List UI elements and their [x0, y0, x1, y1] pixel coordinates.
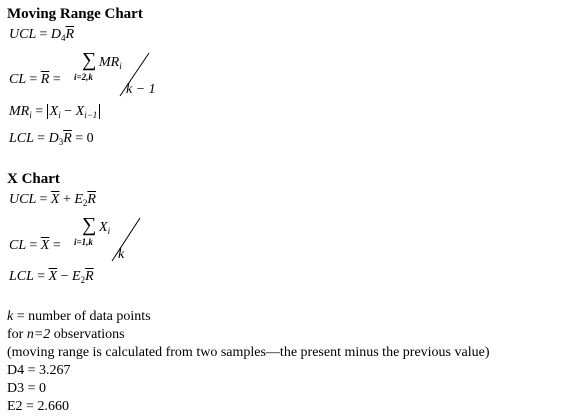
mr-cl-lhs-group	[9, 72, 61, 88]
mr-lcl-d: D	[48, 131, 59, 146]
x-cl-denominator: k	[118, 247, 125, 262]
mr-i-lhs: MR	[9, 104, 30, 119]
x-lcl-e: E	[72, 269, 81, 284]
k-variable: k	[7, 309, 14, 324]
mr-cl-term-text: MR	[99, 55, 120, 70]
x-cl-eq1: =	[29, 238, 38, 253]
mr-i-formula	[9, 104, 100, 120]
k-definition-text: = number of data points	[13, 309, 151, 324]
mr-i-x2: X	[75, 104, 85, 119]
x-cl-eq2: =	[52, 238, 61, 253]
x-ucl-r: $\overline{R}$	[87, 192, 96, 207]
mr-ucl-d: D	[50, 27, 62, 42]
mr-i-x1: X	[49, 104, 59, 119]
mr-i-lhs-sub: i	[29, 110, 32, 120]
mr-ucl-d-sub: 4	[61, 33, 66, 43]
mr-lcl-lhs: LCL	[9, 131, 34, 146]
x-cl-term-sub: i	[107, 226, 111, 236]
mr-i-absolute-value	[47, 104, 101, 119]
observations-suffix: observations	[50, 327, 125, 342]
mr-lcl-d-sub: 3	[58, 137, 64, 147]
moving-range-heading: Moving Range Chart	[7, 6, 143, 22]
d4-constant: D4 = 3.267	[7, 363, 71, 378]
observations-note	[7, 327, 125, 343]
mr-cl-eq2: =	[52, 72, 61, 87]
x-ucl-lhs: UCL	[9, 192, 36, 207]
mr-lcl-formula	[9, 131, 94, 147]
x-cl-lhs: CL	[9, 238, 26, 253]
e2-constant: E2 = 2.660	[7, 399, 69, 414]
mr-i-minus: −	[64, 104, 73, 119]
mr-cl-sum-sign: ∑	[82, 49, 97, 71]
x-lcl-eq: =	[37, 269, 46, 284]
x-ucl-eq: =	[39, 192, 48, 207]
x-lcl-x: $\overline{X}$	[48, 269, 58, 284]
mr-lcl-r: $\overline{R}$	[63, 131, 72, 146]
x-chart-heading: X Chart	[7, 171, 60, 187]
x-lcl-e-sub: 2	[80, 275, 86, 285]
x-ucl-e: E	[74, 192, 83, 207]
x-cl-lhs-group	[9, 238, 61, 254]
mr-lcl-zero: 0	[86, 131, 94, 146]
x-cl-sum-sign: ∑	[82, 214, 97, 236]
x-ucl-x: $\overline{X}$	[50, 192, 60, 207]
mr-cl-r: $\overline{R}$	[40, 72, 50, 87]
x-cl-x: $\overline{X}$	[40, 238, 50, 253]
mr-lcl-eq2: =	[75, 131, 84, 146]
mr-ucl-r: $\overline{R}$	[65, 27, 75, 42]
mr-cl-lhs: CL	[9, 72, 26, 87]
x-ucl-formula	[9, 192, 96, 208]
mr-cl-term-sub: i	[119, 61, 122, 71]
mr-cl-eq1: =	[29, 72, 38, 87]
mr-cl-denominator: k − 1	[126, 82, 156, 97]
mr-lcl-eq: =	[37, 131, 46, 146]
mr-i-x2-sub: i−1	[84, 110, 98, 120]
x-lcl-lhs: LCL	[9, 269, 34, 284]
mr-ucl-eq: =	[39, 27, 48, 42]
x-ucl-e-sub: 2	[82, 198, 88, 208]
mr-ucl-lhs: UCL	[9, 27, 36, 42]
observations-prefix: for	[7, 327, 27, 342]
x-lcl-minus: −	[60, 269, 69, 284]
mr-cl-sum-limit: i=2,k	[74, 72, 93, 82]
x-cl-sum-limit: i=1,k	[74, 237, 93, 247]
mr-i-x1-sub: i	[58, 110, 61, 120]
observations-n: n=2	[26, 327, 51, 342]
d3-constant: D3 = 0	[7, 381, 47, 396]
x-ucl-plus: +	[62, 192, 71, 207]
moving-range-note: (moving range is calculated from two samples—the present minus the previous value)	[7, 345, 490, 360]
mr-ucl-formula	[9, 27, 74, 43]
k-definition	[7, 309, 151, 325]
x-lcl-formula	[9, 269, 94, 285]
x-lcl-r: $\overline{R}$	[85, 269, 94, 284]
mr-i-eq: =	[35, 104, 44, 119]
x-cl-term-text: X	[99, 220, 108, 235]
